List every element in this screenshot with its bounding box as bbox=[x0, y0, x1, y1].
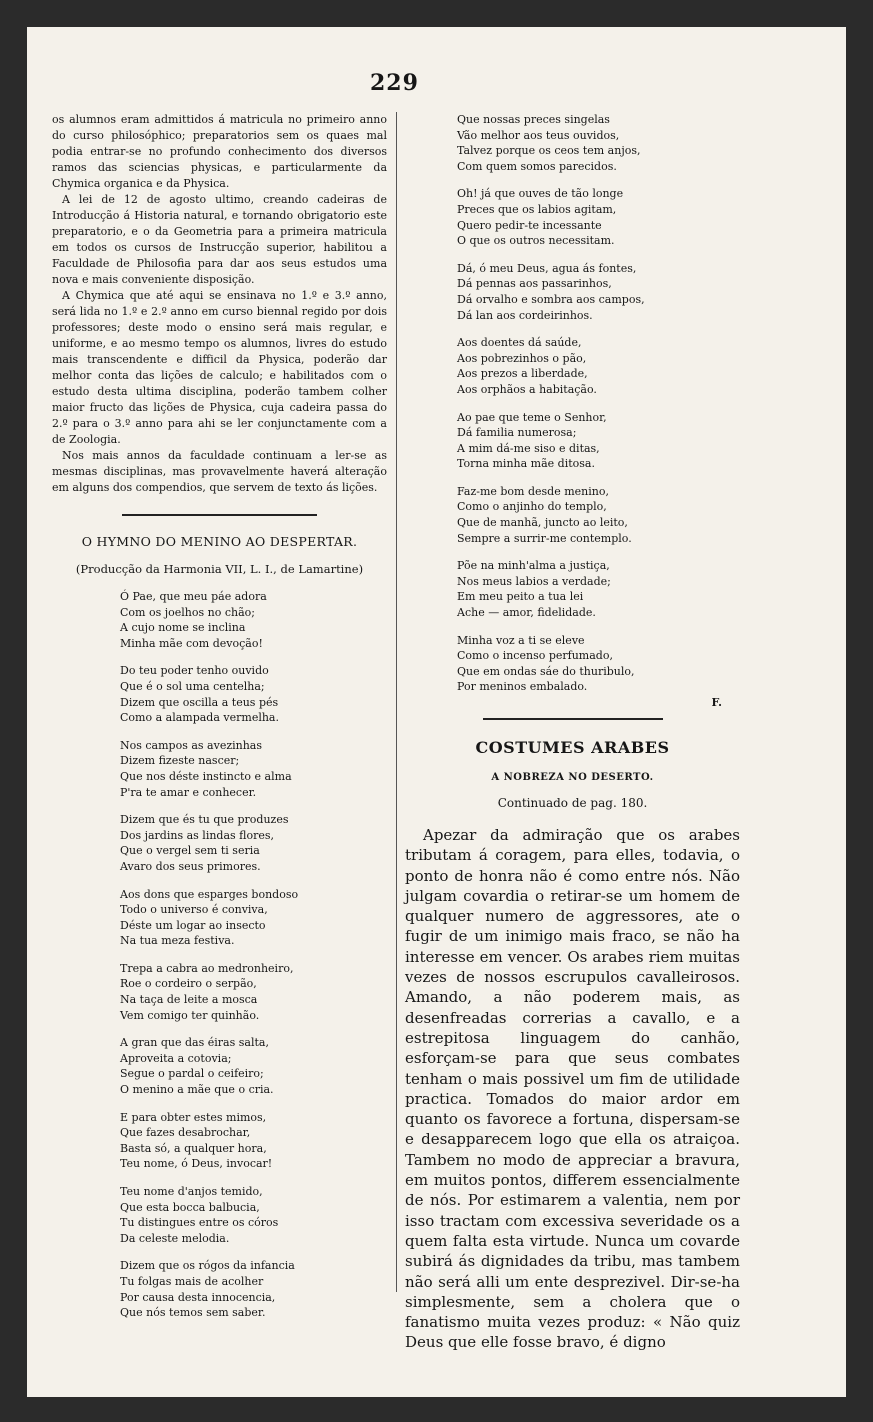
poem-stanza bbox=[120, 887, 387, 949]
poem-line: Dizem que os rógos da infancia bbox=[120, 1259, 295, 1273]
poem-line: Da celeste melodia. bbox=[120, 1231, 230, 1245]
poem-stanza bbox=[120, 1184, 387, 1246]
poem-line: Oh! já que ouves de tão longe bbox=[457, 187, 624, 201]
poem-line: Dá orvalho e sombra aos campos, bbox=[457, 292, 645, 306]
poem-line: Nos campos as avezinhas bbox=[120, 738, 263, 752]
column-divider bbox=[396, 112, 397, 1292]
poem-line: Aproveita a cotovia; bbox=[120, 1051, 232, 1065]
left-column bbox=[52, 112, 387, 1321]
poem-line: Que em ondas sáe do thuribulo, bbox=[457, 664, 635, 678]
poem-line: Minha mãe com devoção! bbox=[120, 636, 263, 650]
section-rule bbox=[483, 718, 663, 720]
poem-signature: F. bbox=[711, 696, 722, 709]
poem-line: Como o anjinho do templo, bbox=[457, 500, 607, 514]
poem-line: Aos pobrezinhos o pão, bbox=[457, 351, 587, 365]
poem-stanza bbox=[120, 812, 387, 874]
article-paragraph: A lei de 12 de agosto ultimo, creando cadeiras de Introducção á Historia natural, e tornando obrigatorio este preparatorio, e o da Geometria para a primeira matricula em todos os cursos de Instrucção superior, habilitou a Faculdade de Philosofia para dar aos seus estudos uma nova e mais conveniente disposição. bbox=[52, 193, 387, 286]
poem-line: Dá familia numerosa; bbox=[457, 426, 577, 440]
poem-subtitle: (Producção da Harmonia VII, L. I., de Lamartine) bbox=[75, 562, 364, 576]
poem-stanza bbox=[120, 1258, 387, 1320]
poem-line: Sempre a surrir-me contemplo. bbox=[457, 531, 632, 545]
poem-line: O menino a mãe que o cria. bbox=[120, 1083, 274, 1097]
poem-line: A mim dá-me siso e ditas, bbox=[457, 441, 600, 455]
poem-line: Na taça de leite a mosca bbox=[120, 993, 258, 1007]
poem-line: Déste um logar ao insecto bbox=[120, 918, 266, 932]
poem-line: Aos prezos a liberdade, bbox=[457, 367, 588, 381]
poem-line: Ao pae que teme o Senhor, bbox=[457, 410, 607, 424]
poem-stanza bbox=[457, 410, 740, 472]
poem-line: O que os outros necessitam. bbox=[457, 234, 615, 248]
poem-line: Vão melhor aos teus ouvidos, bbox=[457, 128, 620, 142]
poem-line: Dos jardins as lindas flores, bbox=[120, 828, 275, 842]
poem-line: Dá pennas aos passarinhos, bbox=[457, 277, 612, 291]
poem-stanza bbox=[457, 186, 740, 248]
poem-stanza bbox=[457, 633, 740, 695]
poem-line: Talvez porque os ceos tem anjos, bbox=[457, 144, 641, 158]
poem-line: Ache — amor, fidelidade. bbox=[457, 606, 596, 620]
poem-line: Aos doentes dá saúde, bbox=[457, 336, 582, 350]
poem-stanza bbox=[120, 1110, 387, 1172]
poem-line: Na tua meza festiva. bbox=[120, 934, 235, 948]
poem-line: Segue o pardal o ceifeiro; bbox=[120, 1067, 264, 1081]
poem-line: A gran que das éiras salta, bbox=[120, 1036, 269, 1050]
poem-line: Trepa a cabra ao medronheiro, bbox=[120, 961, 294, 975]
poem-line: Põe na minh'alma a justiça, bbox=[457, 559, 610, 573]
poem-line: Que fazes desabrochar, bbox=[120, 1126, 251, 1140]
right-column bbox=[405, 112, 740, 1353]
poem-line: Tu distingues entre os córos bbox=[120, 1216, 279, 1230]
poem-line: Que o vergel sem ti seria bbox=[120, 844, 260, 858]
article-paragraph: Nos mais annos da faculdade continuam a ler-se as mesmas disciplinas, mas provavelmente haverá alteração em alguns dos compendios, que servem de texto ás lições. bbox=[52, 449, 387, 494]
article-paragraph: os alumnos eram admittidos á matricula no primeiro anno do curso philosóphico; preparatorios sem os quaes mal podia entrar-se no profundo conhecimento dos diversos ramos das sciencias physicas, e particularmente da Chymica organica e da Physica. bbox=[52, 113, 387, 190]
education-article bbox=[52, 112, 387, 496]
poem-line: Como a alampada vermelha. bbox=[120, 711, 279, 725]
poem-line: Vem comigo ter quinhão. bbox=[120, 1008, 260, 1022]
poem-line: Aos dons que esparges bondoso bbox=[120, 887, 299, 901]
poem-line: Em meu peito a tua lei bbox=[457, 590, 584, 604]
poem-line: Preces que os labios agitam, bbox=[457, 202, 617, 216]
poem-line: Roe o cordeiro o serpão, bbox=[120, 977, 257, 991]
poem-line: Que de manhã, juncto ao leito, bbox=[457, 516, 628, 530]
poem-line: A cujo nome se inclina bbox=[120, 621, 246, 635]
poem-line: Dizem que és tu que produzes bbox=[120, 813, 289, 827]
costumes-subtitle: A NOBREZA NO DESERTO. bbox=[491, 772, 654, 783]
poem-line: Nos meus labios a verdade; bbox=[457, 574, 611, 588]
poem-stanza bbox=[120, 1035, 387, 1097]
poem-line: Minha voz a ti se eleve bbox=[457, 633, 585, 647]
poem-line: Que é o sol uma centelha; bbox=[120, 679, 265, 693]
page-number: 229 bbox=[370, 70, 419, 96]
poem-stanza bbox=[120, 961, 387, 1023]
poem-stanzas-left bbox=[52, 589, 387, 1321]
costumes-text: Apezar da admiração que os arabes tributam á coragem, para elles, todavia, o ponto de honra não é como entre nós. Não julgam covardia o retirar-se um homem de qualquer numero de aggressores, ate o fugir de um inimigo mais fraco, se não ha interesse em vencer. Os arabes riem muitas vezes de nossos escrupulos cavalleirosos. Amando, a não poderem mais, as desenfreadas correrias a cavallo, e a estrepitosa linguagem do canhão, esforçam-se para que seus combates tenham o mais possivel um fim de utilidade practica. Tomados do maior ardor em quanto os favorece a fortuna, dispersam-se e desapparecem logo que ella os atraiçoa. Tambem no modo de appreciar a bravura, em muitos pontos, differem essencialmente de nós. Por estimarem a valentia, nem por isso tractam com excessiva severidade os a quem falta esta virtude. Nunca um covarde subirá ás dignidades da tribu, mas tambem não será alli um ente desprezivel. Dir-se-ha simplesmente, sem a cholera que o fanatismo muita vezes produz: « Não quiz Deus que elle fosse bravo, é digno bbox=[405, 826, 740, 1352]
poem-stanza bbox=[457, 558, 740, 620]
poem-line: Dá, ó meu Deus, agua ás fontes, bbox=[457, 261, 637, 275]
poem-line: Basta só, a qualquer hora, bbox=[120, 1141, 267, 1155]
poem-stanza bbox=[120, 589, 387, 651]
poem-line: Como o incenso perfumado, bbox=[457, 649, 613, 663]
costumes-continued-note: Continuado de pag. 180. bbox=[497, 796, 648, 810]
poem-title: O HYMNO DO MENINO AO DESPERTAR. bbox=[81, 534, 358, 549]
poem-line: Aos orphãos a habitação. bbox=[457, 382, 597, 396]
poem-line: Que esta bocca balbucia, bbox=[120, 1200, 260, 1214]
poem-line: Teu nome d'anjos temido, bbox=[120, 1185, 263, 1198]
poem-line: Todo o universo é conviva, bbox=[120, 903, 268, 917]
article-paragraph: A Chymica que até aqui se ensinava no 1.º e 3.º anno, será lida no 1.º e 2.º anno em curso biennal regido por dois professores; deste modo o ensino será mais regular, e uniforme, e ao mesmo tempo os alumnos, livres do estudo mais transcendente e difficil da Physica, poderão dar melhor conta das lições de calculo; e habilitados com o estudo desta ultima disciplina, poderão tambem colher maior fructo das lições de Physica, cuja cadeira passa do 2.º para o 3.º anno para ahi se ler conjunctamente com a de Zoologia. bbox=[52, 289, 387, 446]
poem-line: Teu nome, ó Deus, invocar! bbox=[120, 1157, 273, 1171]
poem-line: E para obter estes mimos, bbox=[120, 1110, 267, 1124]
poem-line: Que nós temos sem saber. bbox=[120, 1306, 266, 1320]
poem-line: Com quem somos parecidos. bbox=[457, 159, 617, 173]
poem-line: Dizem fizeste nascer; bbox=[120, 754, 240, 768]
poem-line: Tu folgas mais de acolher bbox=[120, 1274, 264, 1288]
poem-line: Quero pedir-te incessante bbox=[457, 218, 602, 232]
poem-line: Com os joelhos no chão; bbox=[120, 605, 255, 619]
poem-line: Torna minha mãe ditosa. bbox=[457, 457, 595, 471]
poem-stanza bbox=[120, 738, 387, 800]
poem-stanza bbox=[457, 335, 740, 397]
poem-stanzas-right bbox=[405, 112, 740, 695]
poem-line: Avaro dos seus primores. bbox=[120, 859, 261, 873]
poem-line: Que nossas preces singelas bbox=[457, 113, 610, 126]
poem-line: Que nos déste instincto e alma bbox=[120, 769, 292, 783]
costumes-title: COSTUMES ARABES bbox=[475, 738, 670, 757]
section-rule bbox=[122, 514, 317, 516]
poem-stanza bbox=[457, 484, 740, 546]
poem-line: Do teu poder tenho ouvido bbox=[120, 664, 269, 678]
poem-line: Ó Pae, que meu páe adora bbox=[120, 590, 267, 603]
poem-line: Faz-me bom desde menino, bbox=[457, 484, 609, 498]
poem-line: Por meninos embalado. bbox=[457, 680, 588, 694]
poem-line: Dá lan aos cordeirinhos. bbox=[457, 308, 593, 322]
poem-stanza bbox=[457, 261, 740, 323]
poem-line: P'ra te amar e conhecer. bbox=[120, 785, 257, 799]
poem-line: Dizem que oscilla a teus pés bbox=[120, 695, 279, 709]
poem-line: Por causa desta innocencia, bbox=[120, 1290, 276, 1304]
poem-stanza bbox=[120, 663, 387, 725]
poem-stanza bbox=[457, 112, 740, 174]
